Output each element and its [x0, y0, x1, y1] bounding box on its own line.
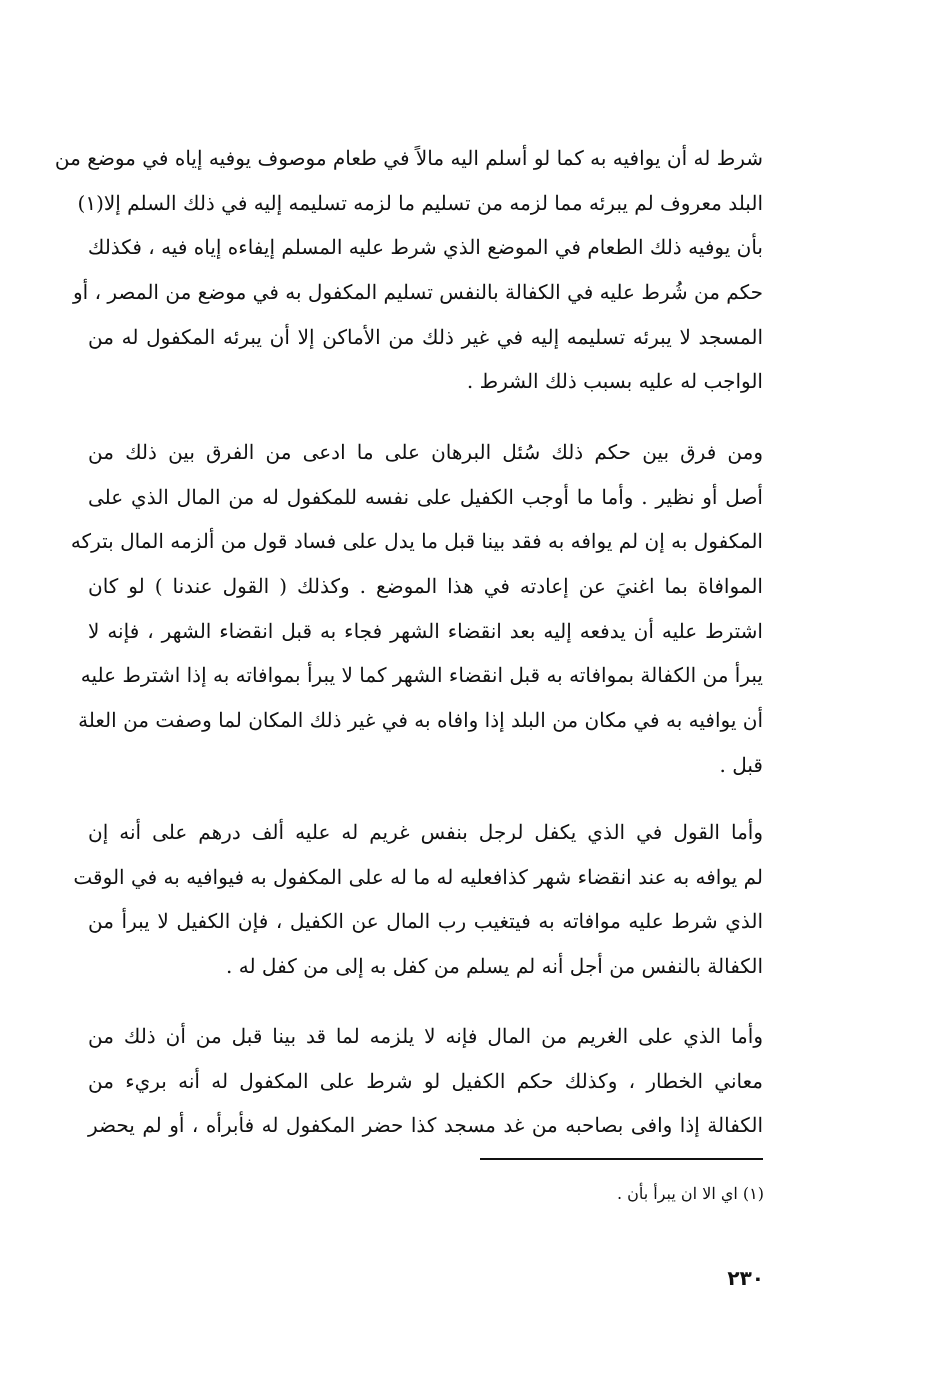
text-line: معاني الخطار ، وكذلك حكم الكفيل لو شرط على المكفول له أنه بريء من [88, 1068, 763, 1093]
text-line: المسجد لا يبرئه تسليمه إليه في غير ذلك من الأماكن إلا أن يبرئه المكفول له من [88, 324, 763, 349]
text-line: المكفول به إن لم يوافه به فقد بينا قبل ما يدل على فساد قول من ألزمه المال بتركه [70, 529, 763, 554]
text-line: وأما الذي على الغريم من المال فإنه لا يلزمه لما قد بينا قبل من أن ذلك من [88, 1024, 763, 1048]
paragraph-2 [70, 430, 763, 788]
footnote-separator [480, 1158, 763, 1160]
text-line: قبل . [719, 752, 763, 777]
paragraph-1 [54, 136, 763, 404]
text-line: ومن فرق بين حكم ذلك سُئل البرهان على ما ادعى من الفرق بين ذلك من [88, 440, 763, 464]
text-line: الكفالة بالنفس من أجل أنه لم يسلم من كفل به إلى من كفل له . [226, 954, 763, 979]
text-line: الواجب له عليه بسبب ذلك الشرط . [466, 369, 763, 394]
text-line: بأن يوفيه ذلك الطعام في الموضع الذي شرط عليه المسلم إيفاءه إياه فيه ، فكذلك [87, 235, 763, 260]
text-line: البلد معروف لم يبرئه مما لزمه من تسليم ما لزمه تسليمه إليه في ذلك السلم إلا(١) [77, 190, 763, 215]
text-line: اشترط عليه أن يدفعه إليه بعد انقضاء الشهر فجاء به قبل انقضاء الشهر ، فإنه لا [88, 618, 763, 643]
text-line: شرط له أن يوافيه به كما لو أسلم اليه مالاً في طعام موصوف يوفيه إياه في موضع من [54, 146, 763, 170]
paragraph-4 [88, 1014, 763, 1148]
text-line: أن يوافيه به في مكان من البلد إذا وافاه به في غير ذلك المكان لما وصفت من العلة [78, 708, 763, 733]
text-line: حكم من شُرط عليه في الكفالة بالنفس تسليم المكفول به في موضع من المصر ، أو [73, 280, 763, 305]
text-line: وأما القول في الذي يكفل لرجل بنفس غريم له عليه ألف درهم على أنه إن [88, 820, 763, 844]
text-line: الكفالة إذا وافى بصاحبه من غد مسجد كذا حضر المكفول له فأبرأه ، أو لم يحضر [88, 1113, 763, 1138]
text-line: أصل أو نظير . وأما ما أوجب الكفيل على نفسه للمكفول له من المال الذي على [88, 484, 763, 509]
text-line: يبرأ من الكفالة بموافاته به قبل انقضاء الشهر كما لا يبرأ بموافاته به إذا اشترط عليه [80, 663, 763, 688]
text-line: الموافاة بما اغنيَ عن إعادته في هذا الموضع . وكذلك ( القول عندنا ) لو كان [88, 574, 763, 599]
text-line: الذي شرط عليه موافاته به فيتغيب رب المال عن الكفيل ، فإن الكفيل لا يبرأ من [88, 909, 763, 934]
text-line: لم يوافه به عند انقضاء شهر كذافعليه له ما له على المكفول به فيوافيه به في الوقت [73, 864, 763, 889]
page-number: ٢٣٠ [727, 1266, 764, 1290]
paragraph-3 [73, 810, 763, 989]
footnote: (١) اي الا ان يبرأ بأن . [616, 1184, 764, 1203]
